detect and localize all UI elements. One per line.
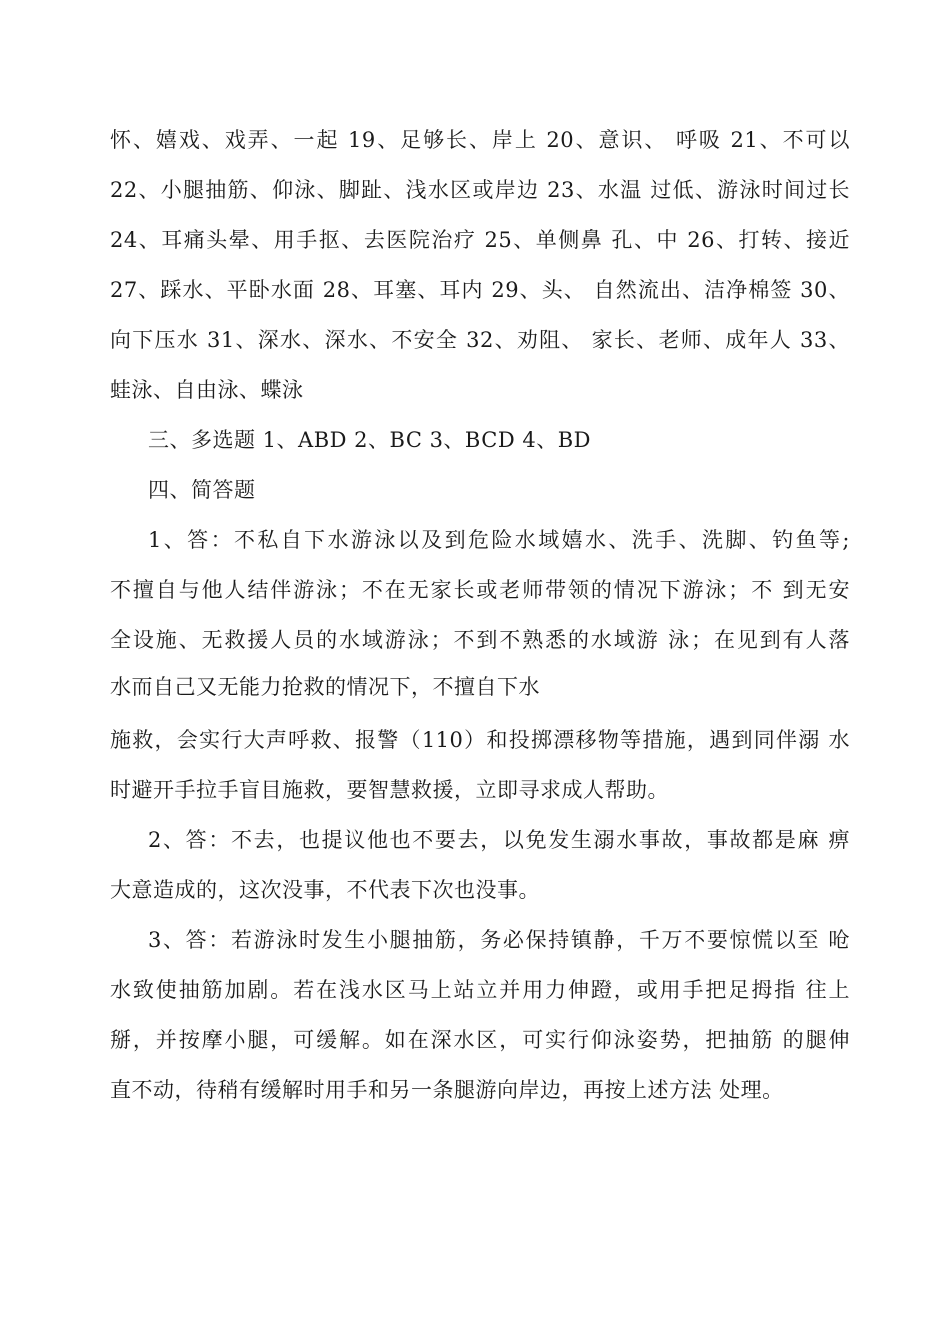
- short-answer-1-line-3: 全设施、无救援人员的水域游泳；不到不熟悉的水域游 泳；在见到有人落: [110, 628, 850, 652]
- short-answer-3-line-3: 掰，并按摩小腿，可缓解。如在深水区，可实行仰泳姿势，把抽筋 的腿伸: [110, 1028, 850, 1052]
- short-answer-2-line-1: 2、答：不去，也提议他也不要去，以免发生溺水事故，事故都是麻 痹: [148, 828, 850, 852]
- short-answer-1-line-4: 水而自己又无能力抢救的情况下，不擅自下水: [110, 675, 540, 699]
- short-answer-3-line-4: 直不动，待稍有缓解时用手和另一条腿游向岸边，再按上述方法 处理。: [110, 1078, 784, 1102]
- short-answer-1-line-6: 时避开手拉手盲目施救，要智慧救援，立即寻求成人帮助。: [110, 778, 669, 802]
- section-heading-short-answer: 四、简答题: [148, 478, 256, 502]
- short-answer-3-line-2: 水致使抽筋加剧。若在浅水区马上站立并用力伸蹬，或用手把足拇指 往上: [110, 978, 850, 1002]
- short-answer-2-line-2: 大意造成的，这次没事，不代表下次也没事。: [110, 878, 540, 902]
- short-answer-1-line-5: 施救，会实行大声呼救、报警（110）和投掷漂移物等措施，遇到同伴溺 水: [110, 728, 850, 752]
- short-answer-3-line-1: 3、答：若游泳时发生小腿抽筋，务必保持镇静，千万不要惊慌以至 呛: [148, 928, 850, 952]
- answer-line-5: 向下压水 31、深水、深水、不安全 32、劝阻、 家长、老师、成年人 33、: [110, 328, 850, 352]
- short-answer-1-line-1: 1、答：不私自下水游泳以及到危险水域嬉水、洗手、洗脚、钓鱼等;: [148, 528, 850, 552]
- answer-line-4: 27、踩水、平卧水面 28、耳塞、耳内 29、头、 自然流出、洁净棉签 30、: [110, 278, 850, 302]
- multiple-choice-answers: 三、多选题 1、ABD 2、BC 3、BCD 4、BD: [148, 428, 591, 452]
- answer-line-6: 蛙泳、自由泳、蝶泳: [110, 378, 304, 402]
- answer-line-1: 怀、嬉戏、戏弄、一起 19、足够长、岸上 20、意识、 呼吸 21、不可以: [110, 128, 850, 152]
- answer-line-3: 24、耳痛头晕、用手抠、去医院治疗 25、单侧鼻 孔、中 26、打转、接近: [110, 228, 850, 252]
- short-answer-1-line-2: 不擅自与他人结伴游泳；不在无家长或老师带领的情况下游泳；不 到无安: [110, 578, 850, 602]
- answer-line-2: 22、小腿抽筋、仰泳、脚趾、浅水区或岸边 23、水温 过低、游泳时间过长: [110, 178, 850, 202]
